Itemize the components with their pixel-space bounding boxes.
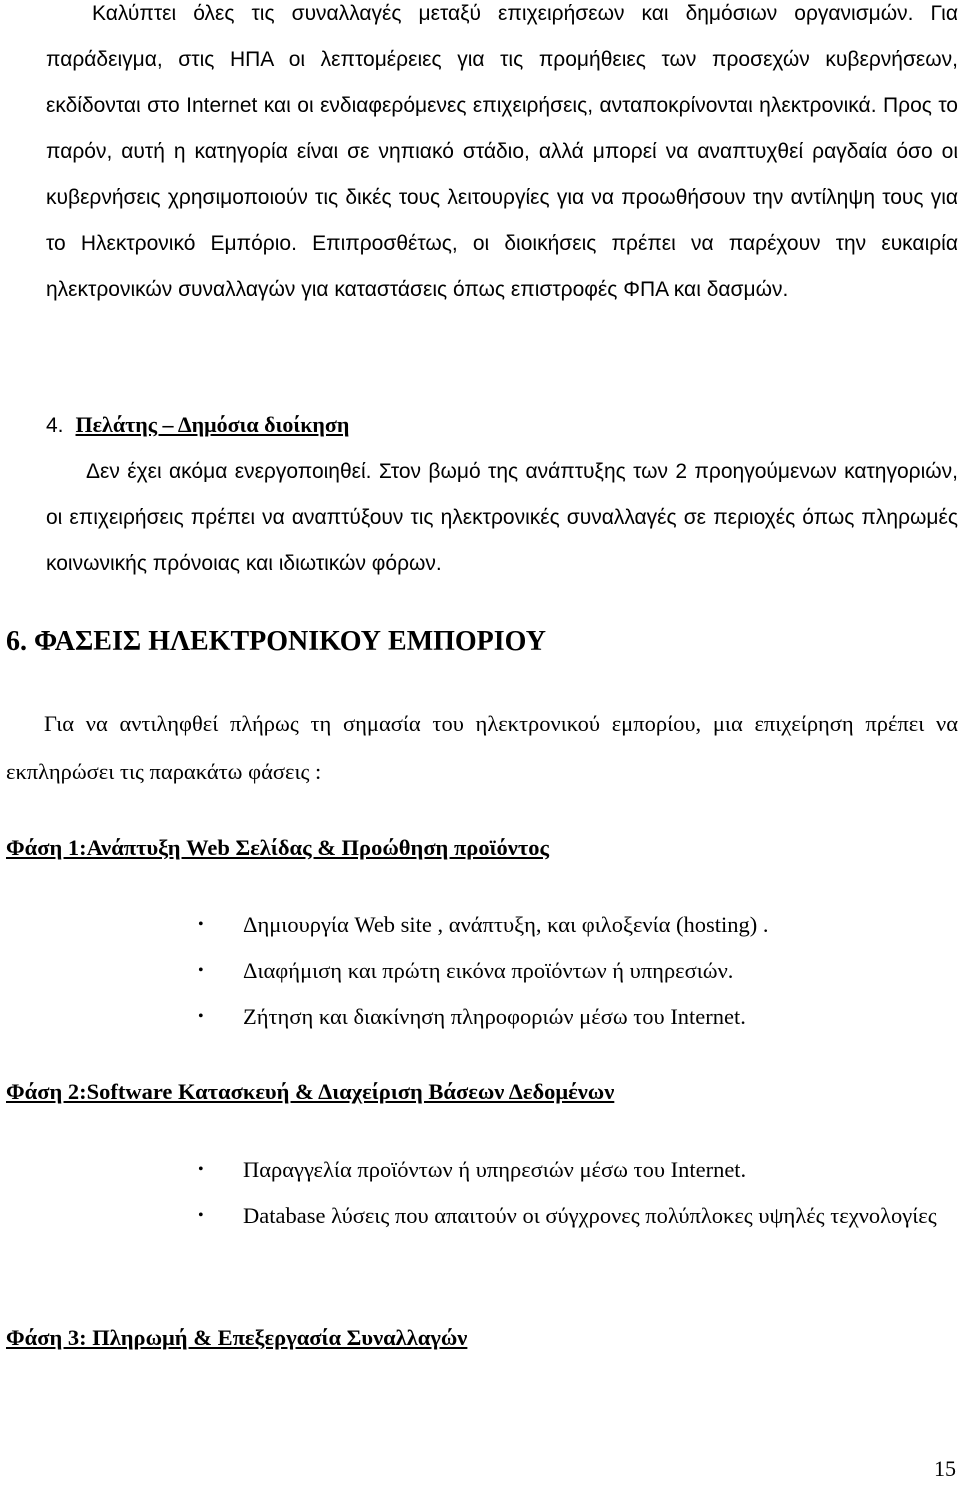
list-item: [0, 1147, 960, 1193]
phase-1-heading: [6, 828, 549, 868]
list-item-text: Παραγγελία προϊόντων ή υπηρεσιών μέσω του Internet.: [243, 1157, 747, 1182]
section-6-heading: 6. ΦΑΣΕΙΣ ΗΛΕΚΤΡΟΝΙΚΟΥ ΕΜΠΟΡΙΟΥ: [6, 626, 546, 657]
phase-1-title: Φάση 1:Ανάπτυξη Web Σελίδας & Προώθηση προϊόντος: [6, 835, 549, 860]
paragraph-c2a-text: Δεν έχει ακόμα ενεργοποιηθεί. Στον βωμό της ανάπτυξης των 2 προηγούμενων κατηγοριών, οι επιχειρήσεις πρέπει να αναπτύξουν τις ηλεκτρονικές συναλλαγές σε περιοχές όπως πληρωμές κοινωνικής πρόνοιας και ιδιωτικών φόρων.: [46, 460, 958, 575]
list-item-text: Ζήτηση και διακίνηση πληροφοριών μέσω του Internet.: [243, 1004, 746, 1029]
bullet-icon: •: [198, 916, 204, 933]
section-6-intro: [6, 700, 958, 796]
bullet-icon: •: [198, 962, 204, 979]
phase-3-heading: [6, 1318, 467, 1358]
list-item-text: Δημιουργία Web site , ανάπτυξη, και φιλοξενία (hosting) .: [243, 912, 769, 937]
phase-2-heading: [6, 1072, 614, 1112]
phase-3-title: Φάση 3: Πληρωμή & Επεξεργασία Συναλλαγών: [6, 1325, 468, 1350]
section-4-number: 4.: [46, 414, 64, 437]
list-item: [0, 1193, 960, 1239]
paragraph-b2g-text: Καλύπτει όλες τις συναλλαγές μεταξύ επιχειρήσεων και δημόσιων οργανισμών. Για παράδειγμα, στις ΗΠΑ οι λεπτομέρειες για τις προμήθειες των προσεχών κυβερνήσεων, εκδίδονται στο Internet και οι ενδιαφερόμενες επιχειρήσεις, ανταποκρίνονται ηλεκτρονικά. Προς το παρόν, αυτή η κατηγορία είναι σε νηπιακό στάδιο, αλλά μπορεί να αναπτυχθεί ραγδαία όσο οι κυβερνήσεις χρησιμοποιούν τις δικές τους λειτουργίες για να προωθήσουν την αντίληψη τους για το Ηλεκτρονικό Εμπόριο. Επιπροσθέτως, οι διοικήσεις πρέπει να παρέχουν την ευκαιρία ηλεκτρονικών συναλλαγών για καταστάσεις όπως επιστροφές ΦΠΑ και δασμών.: [46, 2, 958, 301]
list-item: [0, 948, 960, 994]
section-6-intro-text: Για να αντιληφθεί πλήρως τη σημασία του ηλεκτρονικού εμπορίου, μια επιχείρηση πρέπει να εκπληρώσει τις παρακάτω φάσεις :: [6, 711, 958, 784]
bullet-icon: •: [198, 1207, 204, 1224]
paragraph-c2a: [46, 449, 958, 587]
list-item: [0, 902, 960, 948]
list-item-text: Διαφήμιση και πρώτη εικόνα προϊόντων ή υπηρεσιών.: [243, 958, 734, 983]
phase-2-list: [0, 1147, 960, 1239]
page-number: 15: [934, 1456, 956, 1481]
bullet-icon: •: [198, 1008, 204, 1025]
bullet-icon: •: [198, 1161, 204, 1178]
phase-2-title: Φάση 2:Software Κατασκευή & Διαχείριση Βάσεων Δεδομένων: [6, 1079, 615, 1104]
section-4-heading: [46, 407, 349, 444]
paragraph-b2g: [46, 0, 958, 313]
phase-1-list: [0, 902, 960, 1040]
list-item: [0, 994, 960, 1040]
section-4-title: Πελάτης – Δημόσια διοίκηση: [75, 412, 350, 437]
list-item-text: Database λύσεις που απαιτούν οι σύγχρονες πολύπλοκες υψηλές τεχνολογίες: [243, 1203, 937, 1228]
